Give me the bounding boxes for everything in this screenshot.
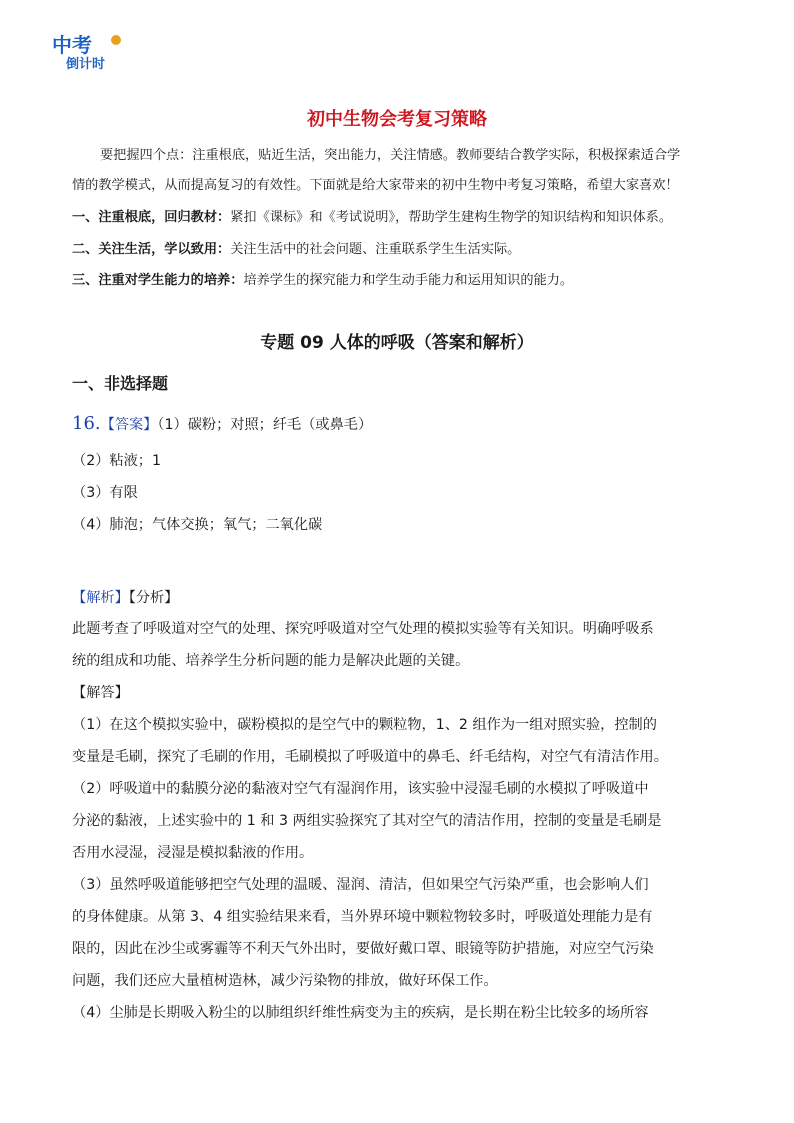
strategy-point-3 bbox=[72, 271, 732, 291]
solution-line: （4）尘肺是长期吸入粉尘的以肺组织纤维性病变为主的疾病，是长期在粉尘比较多的场所容 bbox=[72, 1005, 649, 1021]
logo-text-1: 中考 bbox=[52, 33, 92, 57]
answer-line-1 bbox=[72, 413, 372, 436]
strategy-intro-2: 情的教学模式，从而提高复习的有效性。下面就是给大家带来的初中生物中考复习策略，希望大家喜欢！ bbox=[72, 178, 679, 193]
zhongkao-countdown-logo bbox=[50, 30, 126, 72]
analysis-line-2: 统的组成和功能、培养学生分析问题的能力是解决此题的关键。 bbox=[72, 653, 470, 669]
point-2-head: 二、关注生活，学以致用： bbox=[72, 242, 231, 257]
answer-tag: 【答案】 bbox=[100, 417, 158, 433]
answer-text-1: （1）碳粉；对照；纤毛（或鼻毛） bbox=[157, 417, 373, 433]
logo-text-2: 倒计时 bbox=[66, 57, 106, 72]
analysis-tags bbox=[72, 587, 178, 609]
strategy-intro-1: 要把握四个点：注重根底，贴近生活，突出能力，关注情感。教师要结合教学实际，积极探索适合学 bbox=[100, 148, 681, 163]
solution-line: 分泌的黏液，上述实验中的 1 和 3 两组实验探究了其对空气的清洁作用，控制的变量是毛刷是 bbox=[72, 813, 662, 829]
answer-line-4: （4）肺泡；气体交换；氧气；二氧化碳 bbox=[72, 517, 323, 533]
solution-line: （1）在这个模拟实验中，碳粉模拟的是空气中的颗粒物，1、2 组作为一组对照实验，控制的 bbox=[72, 717, 657, 733]
topic-title: 专题 09 人体的呼吸（答案和解析） bbox=[260, 333, 534, 353]
strategy-title: 初中生物会考复习策略 bbox=[307, 109, 487, 130]
solution-line: 变量是毛刷，探究了毛刷的作用，毛刷模拟了呼吸道中的鼻毛、纤毛结构，对空气有清洁作用。 bbox=[72, 749, 668, 765]
solution-line: 限的，因此在沙尘或雾霾等不利天气外出时，要做好戴口罩、眼镜等防护措施，对应空气污染 bbox=[72, 941, 654, 957]
analysis-sub-tag: 【分析】 bbox=[128, 590, 179, 606]
point-1-head: 一、注重根底，回归教材： bbox=[72, 210, 231, 225]
solution-tag: 【解答】 bbox=[72, 685, 129, 701]
solution-line: （3）虽然呼吸道能够把空气处理的温暖、湿润、清洁，但如果空气污染严重，也会影响人们 bbox=[72, 877, 649, 893]
question-number: 16. bbox=[72, 413, 101, 434]
point-1-text: 紧扣《课标》和《考试说明》，帮助学生建构生物学的知识结构和知识体系。 bbox=[230, 210, 673, 225]
section-title: 一、非选择题 bbox=[72, 374, 169, 393]
solution-line: 问题，我们还应大量植树造林，减少污染物的排放，做好环保工作。 bbox=[72, 973, 498, 989]
answer-line-2: （2）粘液；1 bbox=[72, 453, 161, 469]
logo-deco-icon bbox=[111, 35, 121, 45]
solution-line: 否用水浸湿，浸湿是模拟黏液的作用。 bbox=[72, 845, 314, 861]
analysis-tag: 【解析】 bbox=[72, 590, 129, 606]
analysis-line-1: 此题考查了呼吸道对空气的处理、探究呼吸道对空气处理的模拟实验等有关知识。明确呼吸系 bbox=[72, 621, 654, 637]
point-3-head: 三、注重对学生能力的培养： bbox=[72, 273, 244, 288]
strategy-point-2 bbox=[72, 240, 732, 260]
strategy-point-1 bbox=[72, 208, 732, 228]
solution-line: 的身体健康。从第 3、4 组实验结果来看，当外界环境中颗粒物较多时，呼吸道处理能力是有 bbox=[72, 909, 653, 925]
solution-line: （2）呼吸道中的黏膜分泌的黏液对空气有湿润作用，该实验中浸湿毛刷的水模拟了呼吸道中 bbox=[72, 781, 649, 797]
point-3-text: 培养学生的探究能力和学生动手能力和运用知识的能力。 bbox=[243, 273, 574, 288]
answer-line-3: （3）有限 bbox=[72, 485, 138, 501]
point-2-text: 关注生活中的社会问题、注重联系学生生活实际。 bbox=[230, 242, 521, 257]
